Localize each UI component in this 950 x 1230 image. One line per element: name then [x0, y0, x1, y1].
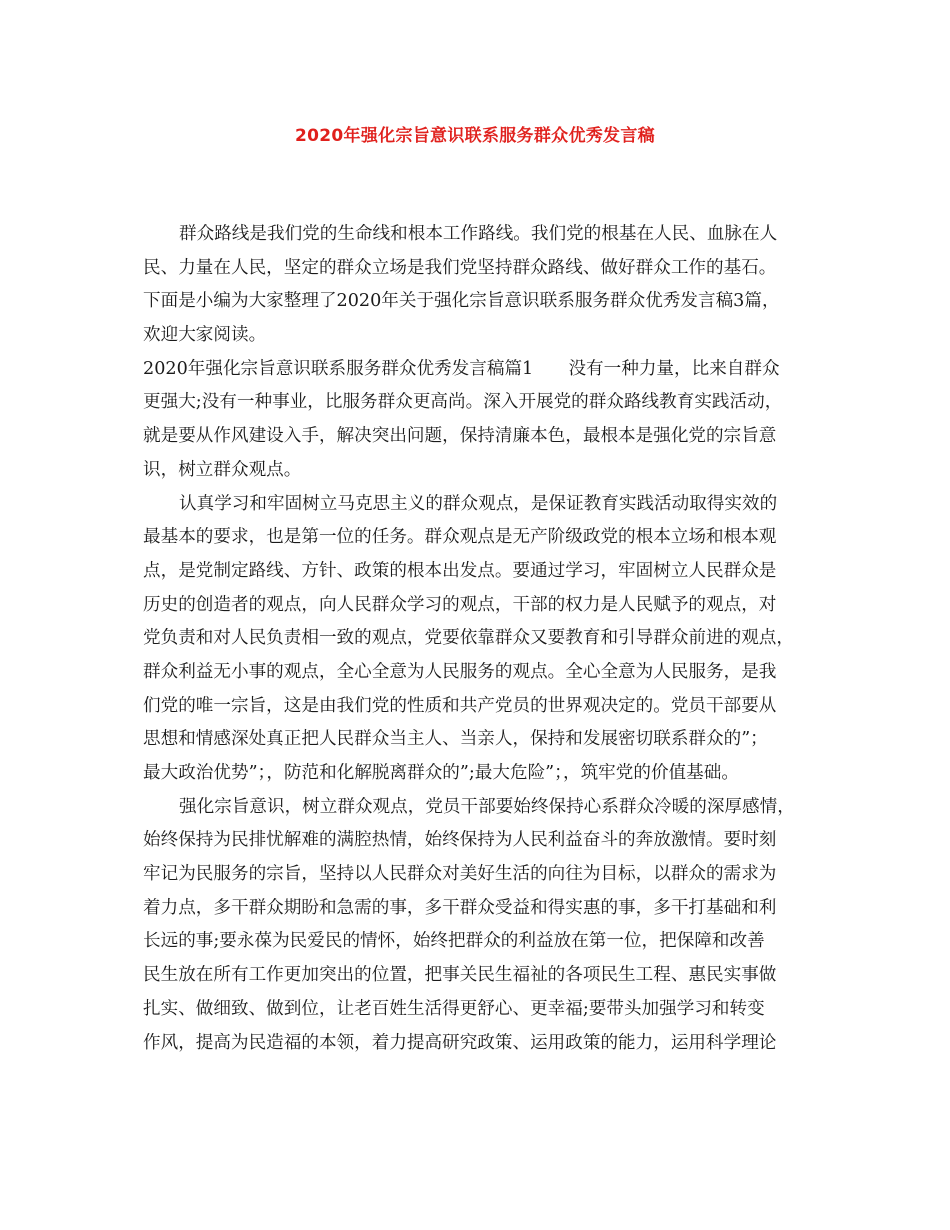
body-line: 识，树立群众观点。 [143, 459, 302, 480]
body-line: 民生放在所有工作更加突出的位置，把事关民生福祉的各项民生工程、惠民实事做 [143, 965, 777, 986]
body-line: 始终保持为民排忧解难的满腔热情，始终保持为人民利益奋斗的奔放激情。要时刻 [143, 830, 777, 851]
body-line: 们党的唯一宗旨，这是由我们党的性质和共产党员的世界观决定的。党员干部要从 [143, 695, 777, 716]
body-line: 扎实、做细致、做到位，让老百姓生活得更舒心、更幸福;要带头加强学习和转变 [143, 998, 765, 1019]
body-line: 作风，提高为民造福的本领，着力提高研究政策、运用政策的能力，运用科学理论 [143, 1032, 777, 1053]
body-line: 强化宗旨意识，树立群众观点，党员干部要始终保持心系群众冷暖的深厚感情， [179, 796, 795, 817]
body-line: 最大政治优势”；，防范和化解脱离群众的”;最大危险”；，筑牢党的价值基础。 [143, 763, 739, 783]
body-line: 民、力量在人民，坚定的群众立场是我们党坚持群众路线、做好群众工作的基石。 [143, 257, 777, 278]
body-line: 群众路线是我们党的生命线和根本工作路线。我们党的根基在人民、血脉在人 [179, 224, 778, 244]
document-title: 2020年强化宗旨意识联系服务群众优秀发言稿 [295, 126, 655, 146]
body-line: 更强大;没有一种事业，比服务群众更高尚。深入开展党的群众路线教育实践活动， [143, 392, 783, 413]
body-line: 历史的创造者的观点，向人民群众学习的观点，干部的权力是人民赋予的观点，对 [143, 594, 777, 615]
body-line: 点，是党制定路线、方针、政策的根本出发点。要通过学习，牢固树立人民群众是 [143, 560, 777, 581]
body-line: 群众利益无小事的观点，全心全意为人民服务的观点。全心全意为人民服务，是我 [143, 661, 777, 682]
body-line: 欢迎大家阅读。 [143, 325, 267, 346]
body-line: 认真学习和牢固树立马克思主义的群众观点，是保证教育实践活动取得实效的 [179, 493, 778, 514]
body-line: 就是要从作风建设入手，解决突出问题，保持清廉本色，最根本是强化党的宗旨意 [143, 426, 777, 447]
body-line: 着力点，多干群众期盼和急需的事，多干群众受益和得实惠的事，多干打基础和利 [143, 897, 777, 918]
document-body [143, 218, 813, 1060]
body-line: 牢记为民服务的宗旨，坚持以人民群众对美好生活的向往为目标，以群众的需求为 [143, 864, 777, 885]
body-line: 党负责和对人民负责相一致的观点，党要依靠群众又要教育和引导群众前进的观点， [143, 628, 794, 649]
body-line: 最基本的要求，也是第一位的任务。群众观点是无产阶级政党的根本立场和根本观 [143, 527, 777, 548]
body-line: 下面是小编为大家整理了2020年关于强化宗旨意识联系服务群众优秀发言稿3篇， [143, 291, 780, 312]
body-line: 思想和情感深处真正把人民群众当主人、当亲人，保持和发展密切联系群众的”； [143, 729, 768, 750]
body-line: 2020年强化宗旨意识联系服务群众优秀发言稿篇1 没有一种力量，比来自群众 [143, 358, 780, 379]
body-line: 长远的事;要永葆为民爱民的情怀，始终把群众的利益放在第一位，把保障和改善 [143, 931, 765, 952]
